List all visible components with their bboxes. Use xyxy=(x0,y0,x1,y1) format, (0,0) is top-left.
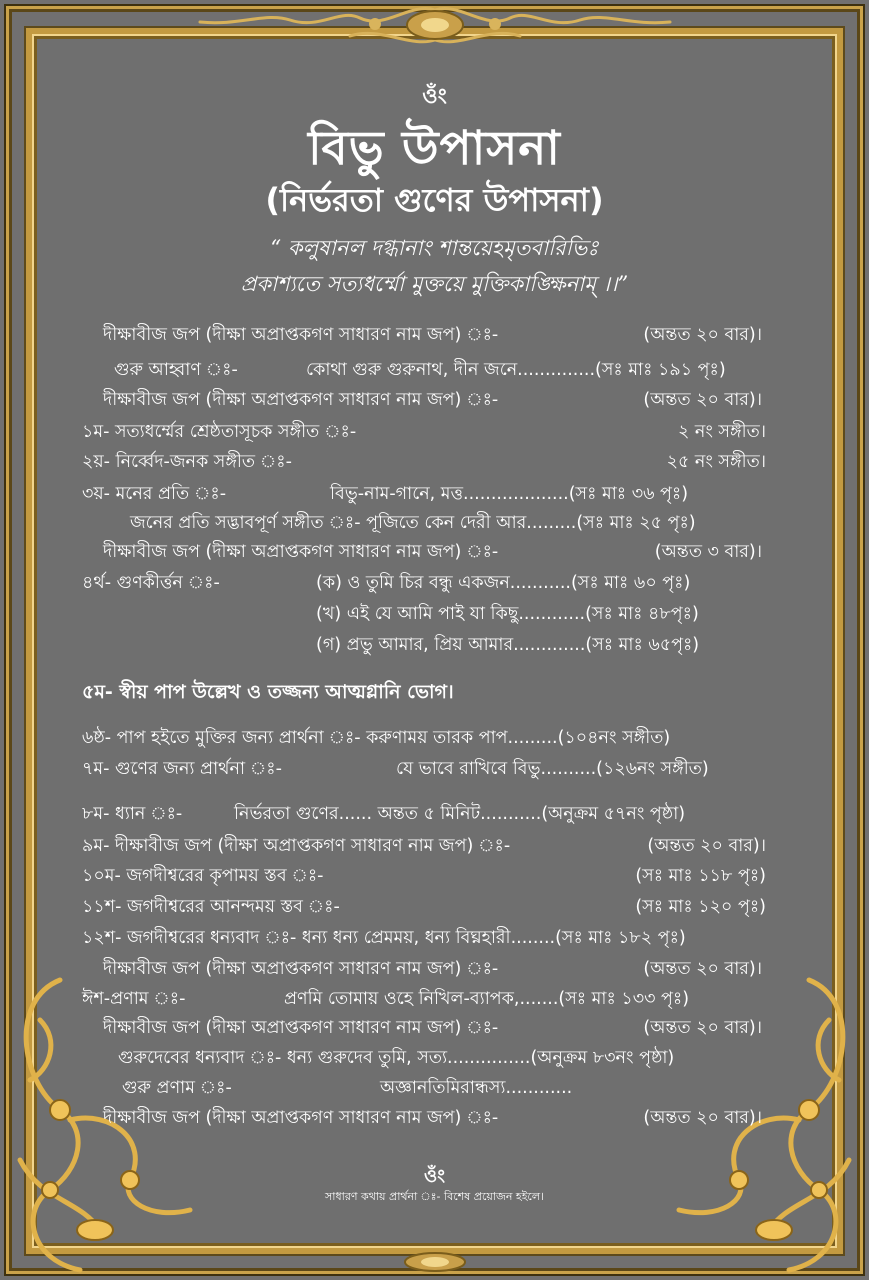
list-item: ১১শ- জগদীশ্বরের আনন্দময় স্তব ঃ- (সঃ মাঃ ১২০ পৃঃ) xyxy=(82,897,766,917)
list-item: ৪র্থ- গুণকীর্ত্তন ঃ- (ক) ও তুমি চির বন্ধু একজন...........(সঃ মাঃ ৬০ পৃঃ) xyxy=(82,573,691,593)
page-title: বিভু উপাসনা xyxy=(308,121,561,176)
list-item: দীক্ষাবীজ জপ (দীক্ষা অপ্রাপ্তকগণ সাধারণ নাম জপ) ঃ- (অন্তত ২০ বার)। xyxy=(103,390,762,410)
quote-line-1: “ কলুষানল দগ্ধানাং শান্তয়েহমৃতবারিভিঃ xyxy=(270,236,599,260)
list-item: গুরু প্রণাম ঃ- অজ্ঞানতিমিরান্ধস্য............ xyxy=(122,1078,573,1098)
list-item: ৭ম- গুণের জন্য প্রার্থনা ঃ- যে ভাবে রাখিবে বিভু..........(১২৬নং সঙ্গীত) xyxy=(82,759,709,779)
list-item: ৮ম- ধ্যান ঃ- নির্ভরতা গুণের...... অন্তত ৫ মিনিট...........(অনুক্রম ৫৭নং পৃষ্ঠা) xyxy=(82,804,686,824)
list-item: ১ম- সত্যধর্ম্মের শ্রেষ্ঠতাসূচক সঙ্গীত ঃ- ২ নং সঙ্গীত। xyxy=(82,422,766,442)
list-item: ২য়- নির্ব্বেদ-জনক সঙ্গীত ঃ- ২৫ নং সঙ্গীত। xyxy=(82,452,766,472)
list-item: দীক্ষাবীজ জপ (দীক্ষা অপ্রাপ্তকগণ সাধারণ নাম জপ) ঃ- (অন্তত ২০ বার)। xyxy=(103,959,762,979)
list-item: ৩য়- মনের প্রতি ঃ- বিভু-নাম-গানে, মত্ত...................(সঃ মাঃ ৩৬ পৃঃ) xyxy=(82,484,689,504)
list-item: গুরুদেবের ধন্যবাদ ঃ- ধন্য গুরুদেব তুমি, সত্য...............(অনুক্রম ৮৩নং পৃষ্ঠা) xyxy=(118,1048,675,1068)
section-heading-5: ৫ম- স্বীয় পাপ উল্লেখ ও তজ্জন্য আত্মগ্লানি ভোগ। xyxy=(82,681,454,703)
footnote: সাধারণ কথায় প্রার্থনা ঃ- বিশেষ প্রয়োজন হইলে। xyxy=(325,1190,544,1203)
list-item: দীক্ষাবীজ জপ (দীক্ষা অপ্রাপ্তকগণ সাধারণ নাম জপ) ঃ- (অন্তত ২০ বার)। xyxy=(103,1018,762,1038)
list-item: ঈশ-প্রণাম ঃ- প্রণমি তোমায় ওহে নিখিল-ব্যাপক,.......(সঃ মাঃ ১৩৩ পৃঃ) xyxy=(82,989,690,1009)
list-item: দীক্ষাবীজ জপ (দীক্ষা অপ্রাপ্তকগণ সাধারণ নাম জপ) ঃ- (অন্তত ২০ বার)। xyxy=(103,325,762,345)
list-item: ১০ম- জগদীশ্বরের কৃপাময় স্তব ঃ- (সঃ মাঃ ১১৮ পৃঃ) xyxy=(82,866,766,886)
list-item: ৯ম- দীক্ষাবীজ জপ (দীক্ষা অপ্রাপ্তকগণ সাধারণ নাম জপ) ঃ- (অন্তত ২০ বার)। xyxy=(82,836,766,856)
om-symbol-bottom: ওঁং xyxy=(424,1166,445,1187)
top-ornament-icon xyxy=(170,0,700,52)
list-item: (গ) প্রভু আমার, প্রিয় আমার.............(সঃ মাঃ ৬৫পৃঃ) xyxy=(316,635,700,655)
list-item: জনের প্রতি সদ্ভাবপূর্ণ সঙ্গীত ঃ- পূজিতে কেন দেরী আর.........(সঃ মাঃ ২৫ পৃঃ) xyxy=(130,513,696,533)
list-item: দীক্ষাবীজ জপ (দীক্ষা অপ্রাপ্তকগণ সাধারণ নাম জপ) ঃ- (অন্তত ২০ বার)। xyxy=(103,1108,762,1128)
om-symbol-top: ওঁং xyxy=(422,84,447,108)
bottom-center-ornament-icon xyxy=(390,1250,480,1274)
page-subtitle: (নির্ভরতা গুণের উপাসনা) xyxy=(265,181,604,219)
list-item: দীক্ষাবীজ জপ (দীক্ষা অপ্রাপ্তকগণ সাধারণ নাম জপ) ঃ- (অন্তত ৩ বার)। xyxy=(103,542,762,562)
list-item: (খ) এই যে আমি পাই যা কিছু............(সঃ মাঃ ৪৮পৃঃ) xyxy=(316,604,699,624)
list-item: গুরু আহ্বাণ ঃ- কোথা গুরু গুরুনাথ, দীন জনে..............(সঃ মাঃ ১৯১ পৃঃ) xyxy=(114,360,726,380)
list-item: ১২শ- জগদীশ্বরের ধন্যবাদ ঃ- ধন্য ধন্য প্রেমময়, ধন্য বিঘ্নহারী........(সঃ মাঃ ১৮২ পৃঃ) xyxy=(82,928,686,948)
list-item: ৬ষ্ঠ- পাপ হইতে মুক্তির জন্য প্রার্থনা ঃ- করুণাময় তারক পাপ.........(১০৪নং সঙ্গীত) xyxy=(82,728,671,748)
quote-line-2: প্রকাশ্যতে সত্যধর্ম্মো মুক্তয়ে মুক্তিকাঙ্ক্ষিনাম্ ।।” xyxy=(240,272,629,296)
